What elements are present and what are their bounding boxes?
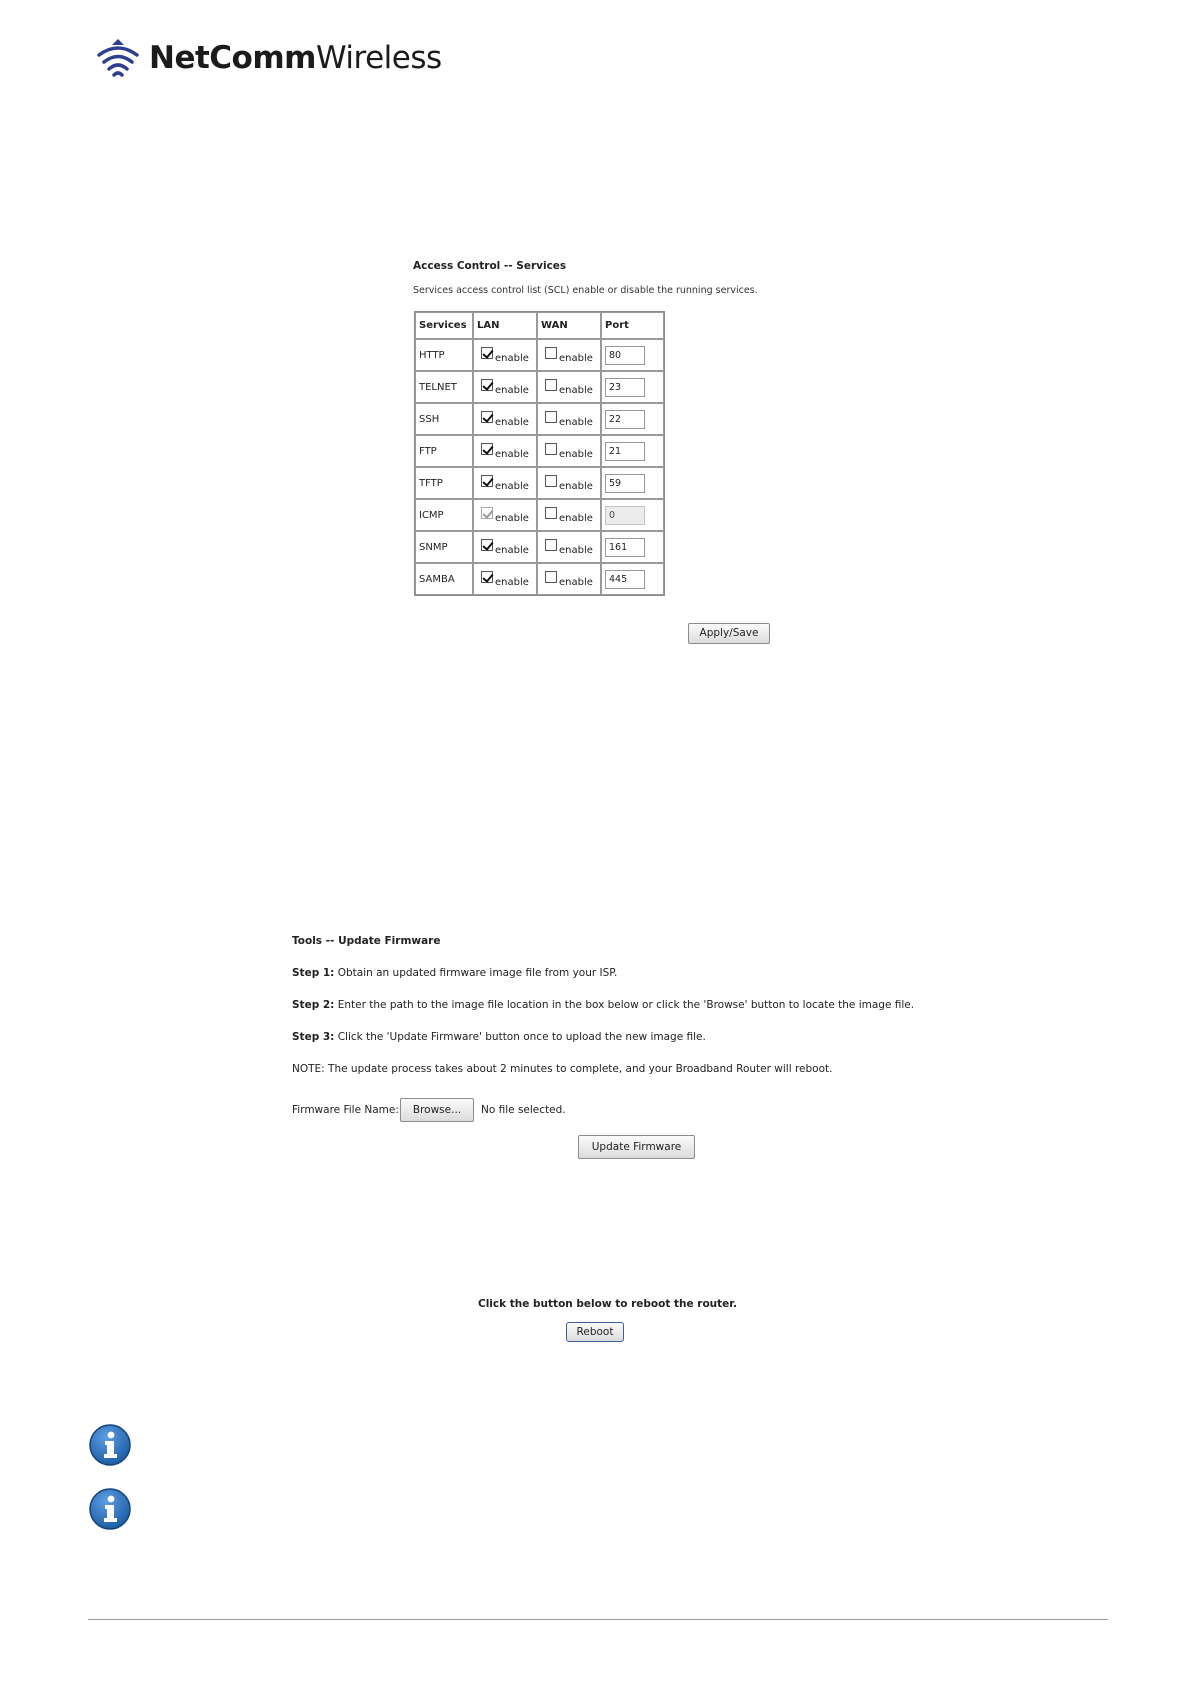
firmware-title: Tools -- Update Firmware [292,935,441,947]
port-input[interactable] [605,410,645,429]
wan-cell [537,499,601,531]
firmware-step-2 [292,999,914,1011]
wan-enable-checkbox[interactable] [545,443,557,455]
table-row [415,371,664,403]
lan-enable-checkbox [481,507,493,519]
service-name: TELNET [415,371,473,403]
enable-label: enable [559,384,593,396]
lan-cell [473,339,537,371]
update-firmware-button[interactable]: Update Firmware [578,1135,695,1159]
netcomm-logo [95,36,442,80]
brand-name-light: Wireless [315,39,442,76]
lan-cell [473,531,537,563]
port-input [605,506,645,525]
lan-enable-checkbox[interactable] [481,475,493,487]
port-cell [601,467,664,499]
enable-label: enable [495,544,529,556]
table-row [415,467,664,499]
header-wan: WAN [537,312,601,339]
enable-label: enable [495,352,529,364]
firmware-step-3 [292,1031,706,1043]
services-table [414,311,665,596]
step-1-label: Step 1: [292,967,335,979]
info-icon [88,1487,132,1531]
lan-enable-checkbox[interactable] [481,571,493,583]
browse-button[interactable]: Browse... [400,1098,474,1122]
port-cell [601,435,664,467]
access-control-title: Access Control -- Services [413,260,567,272]
service-name: SAMBA [415,563,473,595]
service-name: SNMP [415,531,473,563]
lan-cell [473,371,537,403]
enable-label: enable [559,448,593,460]
enable-label: enable [495,384,529,396]
port-input[interactable] [605,346,645,365]
header-lan: LAN [473,312,537,339]
enable-label: enable [495,416,529,428]
firmware-file-label: Firmware File Name: [292,1104,399,1116]
wan-enable-checkbox[interactable] [545,475,557,487]
info-icon [88,1423,132,1467]
wan-enable-checkbox[interactable] [545,347,557,359]
port-cell [601,499,664,531]
table-row [415,563,664,595]
enable-label: enable [559,352,593,364]
service-name: SSH [415,403,473,435]
lan-enable-checkbox[interactable] [481,347,493,359]
port-cell [601,339,664,371]
no-file-selected-text: No file selected. [481,1104,566,1116]
port-cell [601,371,664,403]
enable-label: enable [495,480,529,492]
enable-label: enable [495,448,529,460]
lan-cell [473,467,537,499]
enable-label: enable [559,480,593,492]
wan-cell [537,403,601,435]
wan-enable-checkbox[interactable] [545,411,557,423]
table-row [415,339,664,371]
lan-cell [473,403,537,435]
port-input[interactable] [605,474,645,493]
wan-enable-checkbox[interactable] [545,379,557,391]
wifi-signal-icon [95,38,141,78]
wan-cell [537,339,601,371]
port-cell [601,563,664,595]
wan-cell [537,531,601,563]
enable-label: enable [495,512,529,524]
footer-divider [88,1619,1108,1620]
reboot-button[interactable]: Reboot [566,1322,624,1342]
lan-cell [473,563,537,595]
port-cell [601,531,664,563]
lan-enable-checkbox[interactable] [481,443,493,455]
enable-label: enable [559,512,593,524]
firmware-note: NOTE: The update process takes about 2 minutes to complete, and your Broadband Router will reboot. [292,1063,833,1075]
lan-cell [473,435,537,467]
lan-enable-checkbox[interactable] [481,411,493,423]
wan-cell [537,371,601,403]
service-name: HTTP [415,339,473,371]
table-row [415,435,664,467]
service-name: FTP [415,435,473,467]
service-name: ICMP [415,499,473,531]
access-control-description: Services access control list (SCL) enable or disable the running services. [413,285,758,296]
reboot-instruction: Click the button below to reboot the router. [478,1298,737,1310]
header-port: Port [601,312,664,339]
enable-label: enable [495,576,529,588]
services-table-body [415,339,664,595]
lan-enable-checkbox[interactable] [481,379,493,391]
wan-enable-checkbox[interactable] [545,507,557,519]
wan-enable-checkbox[interactable] [545,539,557,551]
step-3-text: Click the 'Update Firmware' button once to upload the new image file. [334,1031,706,1043]
port-input[interactable] [605,538,645,557]
enable-label: enable [559,544,593,556]
apply-save-button[interactable]: Apply/Save [688,623,770,644]
step-3-label: Step 3: [292,1031,335,1043]
table-header-row [415,312,664,339]
brand-name-bold: NetComm [149,39,316,76]
table-row [415,403,664,435]
header-services: Services [415,312,473,339]
step-1-text: Obtain an updated firmware image file from your ISP. [334,967,618,979]
port-input[interactable] [605,570,645,589]
step-2-text: Enter the path to the image file location in the box below or click the 'Browse' button to locate the image file. [334,999,915,1011]
enable-label: enable [559,416,593,428]
step-2-label: Step 2: [292,999,335,1011]
lan-cell [473,499,537,531]
port-input[interactable] [605,378,645,397]
wan-cell [537,435,601,467]
table-row [415,531,664,563]
firmware-step-1 [292,967,617,979]
lan-enable-checkbox[interactable] [481,539,493,551]
table-row [415,499,664,531]
wan-cell [537,563,601,595]
service-name: TFTP [415,467,473,499]
wan-enable-checkbox[interactable] [545,571,557,583]
enable-label: enable [559,576,593,588]
port-input[interactable] [605,442,645,461]
port-cell [601,403,664,435]
wan-cell [537,467,601,499]
